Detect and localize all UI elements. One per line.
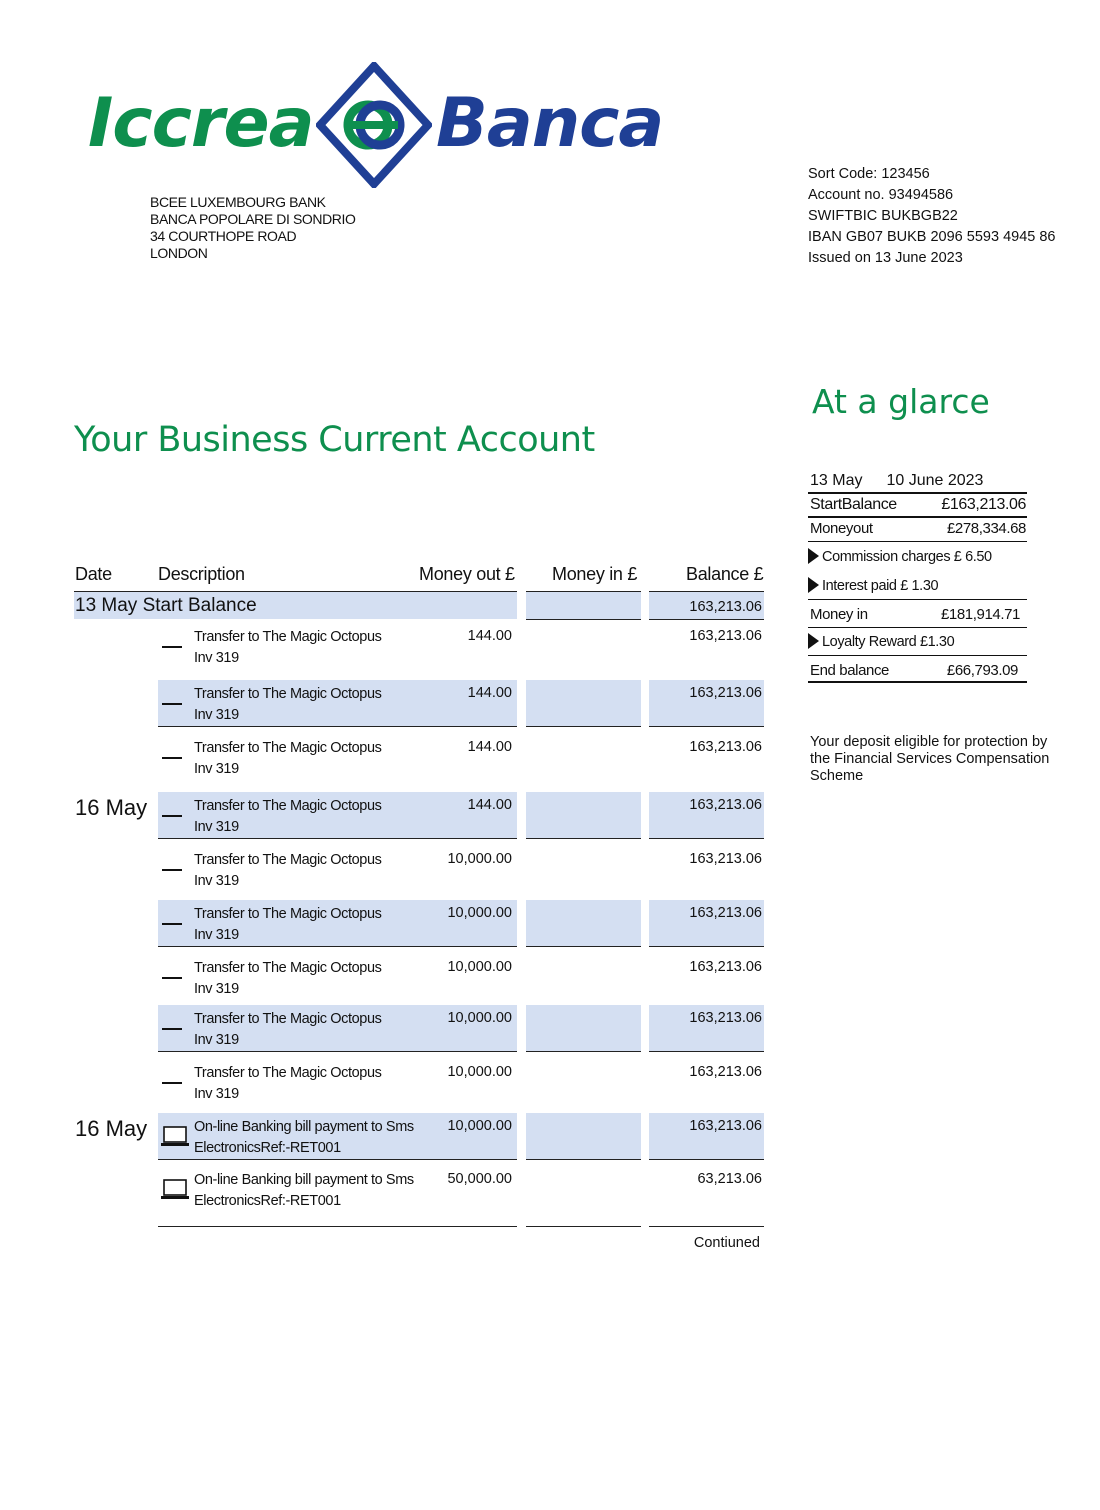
glance-divider <box>808 541 1027 542</box>
description-line: Inv 319 <box>194 1086 239 1102</box>
description-line: Inv 319 <box>194 873 239 889</box>
row-band <box>526 900 641 946</box>
glance-commission <box>808 548 992 565</box>
description-line: Inv 319 <box>194 707 239 723</box>
row-money-out: 10,000.00 <box>447 1118 512 1134</box>
row-rule <box>526 726 641 727</box>
row-balance: 163,213.06 <box>689 905 762 921</box>
row-balance: 163,213.06 <box>689 1010 762 1026</box>
row-rule <box>158 1051 517 1052</box>
row-band <box>526 1005 641 1051</box>
money-in-label: Money in <box>810 606 868 623</box>
iban: IBAN GB07 BUKB 2096 5593 4945 86 <box>808 229 1056 245</box>
logo-diamond-icon <box>316 62 432 188</box>
row-rule <box>649 1051 764 1052</box>
row-money-out: 10,000.00 <box>447 1010 512 1026</box>
dash-icon <box>162 1082 182 1084</box>
row-balance: 163,213.06 <box>689 685 762 701</box>
address-line: BANCA POPOLARE DI SONDRIO <box>150 211 356 227</box>
row-balance: 163,213.06 <box>689 1118 762 1134</box>
row-rule <box>74 591 517 592</box>
row-money-out: 144.00 <box>467 685 512 701</box>
glance-money-in <box>810 606 1026 623</box>
row-description <box>194 1009 381 1051</box>
glance-divider <box>808 599 1027 600</box>
dash-icon <box>162 869 182 871</box>
dash-icon <box>162 646 182 648</box>
address-line: BCEE LUXEMBOURG BANK <box>150 194 326 210</box>
col-header-money-out: Money out £ <box>419 564 515 584</box>
money-out-value: £278,334.68 <box>946 520 1026 537</box>
description-line: Inv 319 <box>194 650 239 666</box>
row-rule <box>526 838 641 839</box>
row-balance: 163,213.06 <box>689 959 762 975</box>
row-balance: 163,213.06 <box>689 1064 762 1080</box>
description-line: On-line Banking bill payment to Sms <box>194 1172 414 1188</box>
row-description <box>194 958 381 1000</box>
col-header-date: Date <box>75 564 112 584</box>
date-label: 16 May <box>75 1116 148 1141</box>
commission-text: Commission charges £ 6.50 <box>822 549 992 565</box>
description-line: Transfer to The Magic Octopus <box>194 852 382 868</box>
account-details <box>808 164 1055 269</box>
row-rule <box>526 946 641 947</box>
row-description <box>194 738 381 780</box>
description-line: ElectronicsRef:-RET001 <box>194 1140 341 1156</box>
row-money-out: 144.00 <box>467 797 512 813</box>
description-line: Transfer to The Magic Octopus <box>194 906 382 922</box>
start-balance-value: £163,213.06 <box>941 496 1026 513</box>
row-rule <box>158 946 517 947</box>
row-rule <box>526 1051 641 1052</box>
row-balance: 163,213.06 <box>689 739 762 755</box>
description-line: Inv 319 <box>194 981 239 997</box>
table-bottom-rule <box>526 1226 641 1227</box>
end-balance-value: £66,793.09 <box>946 662 1018 679</box>
col-header-description: Description <box>158 564 245 584</box>
dash-icon <box>162 1028 182 1030</box>
glance-divider <box>808 492 1027 494</box>
row-money-out: 10,000.00 <box>447 851 512 867</box>
dash-icon <box>162 703 182 705</box>
end-balance-label: End balance <box>810 662 890 679</box>
description-line: Transfer to The Magic Octopus <box>194 740 382 756</box>
period-start: 13 May <box>810 472 863 489</box>
money-in-value: £181,914.71 <box>940 606 1020 623</box>
row-rule <box>526 591 641 592</box>
row-money-out: 10,000.00 <box>447 959 512 975</box>
bank-logo <box>88 62 678 192</box>
row-balance: 163,213.06 <box>689 851 762 867</box>
glance-end-balance <box>810 662 1026 679</box>
row-rule <box>158 838 517 839</box>
row-description <box>194 1063 381 1105</box>
date-label: 16 May <box>75 795 148 820</box>
row-description <box>194 850 381 892</box>
row-description <box>194 1117 414 1159</box>
dash-icon <box>162 977 182 979</box>
row-rule <box>649 946 764 947</box>
row-money-out: 10,000.00 <box>447 905 512 921</box>
loyalty-text: Loyalty Reward £1.30 <box>822 634 955 650</box>
col-header-money-in: Money in £ <box>552 564 638 584</box>
row-description <box>194 684 381 726</box>
row-band <box>526 680 641 726</box>
glance-money-out <box>810 520 1026 537</box>
glance-divider <box>808 516 1027 518</box>
start-balance-value: 163,213.06 <box>689 599 762 615</box>
description-line: Inv 319 <box>194 819 239 835</box>
row-money-out: 144.00 <box>467 739 512 755</box>
table-bottom-rule <box>158 1226 517 1227</box>
table-bottom-rule <box>649 1226 764 1227</box>
dash-icon <box>162 923 182 925</box>
glance-loyalty <box>808 633 954 650</box>
row-rule <box>649 1159 764 1160</box>
start-band <box>526 592 641 619</box>
glance-title: At a glarce <box>812 382 990 421</box>
interest-text: Interest paid £ 1.30 <box>822 578 939 594</box>
row-band <box>526 792 641 838</box>
continued-note: Contiuned <box>693 1235 760 1251</box>
row-rule <box>526 1159 641 1160</box>
description-line: Transfer to The Magic Octopus <box>194 1065 382 1081</box>
laptop-icon <box>160 1126 190 1148</box>
start-balance-label: 13 May Start Balance <box>75 595 257 616</box>
row-balance: 163,213.06 <box>689 797 762 813</box>
issue-date: Issued on 13 June 2023 <box>808 250 963 266</box>
description-line: Inv 319 <box>194 927 239 943</box>
glance-divider <box>808 627 1027 628</box>
sort-code: Sort Code: 123456 <box>808 166 930 182</box>
row-rule <box>649 838 764 839</box>
laptop-icon <box>160 1179 190 1201</box>
row-rule <box>158 1159 517 1160</box>
description-line: Transfer to The Magic Octopus <box>194 960 382 976</box>
triangle-bullet-icon <box>808 577 819 593</box>
row-rule <box>649 726 764 727</box>
account-number: Account no. 93494586 <box>808 187 954 203</box>
row-band <box>526 1113 641 1159</box>
glance-divider <box>808 681 1027 683</box>
triangle-bullet-icon <box>808 548 819 564</box>
description-line: Inv 319 <box>194 1032 239 1048</box>
description-line: Inv 319 <box>194 761 239 777</box>
triangle-bullet-icon <box>808 633 819 649</box>
row-rule <box>649 591 764 592</box>
address-line: 34 COURTHOPE ROAD <box>150 228 297 244</box>
row-money-out: 50,000.00 <box>447 1171 512 1187</box>
row-description <box>194 1170 414 1212</box>
description-line: On-line Banking bill payment to Sms <box>194 1119 414 1135</box>
money-out-label: Moneyout <box>810 520 873 537</box>
glance-period <box>810 472 983 490</box>
swift-code: SWIFTBIC BUKBGB22 <box>808 208 958 224</box>
row-description <box>194 627 381 669</box>
description-line: Transfer to The Magic Octopus <box>194 1011 382 1027</box>
protection-note: Your deposit eligible for protection by the Financial Services Compensation Scheme <box>810 734 1050 784</box>
dash-icon <box>162 757 182 759</box>
description-line: Transfer to The Magic Octopus <box>194 686 382 702</box>
glance-start-balance <box>810 496 1026 514</box>
bank-address <box>150 194 356 262</box>
description-line: Transfer to The Magic Octopus <box>194 629 382 645</box>
logo-word-left: Iccrea <box>88 84 314 163</box>
col-header-balance: Balance £ <box>686 564 764 584</box>
description-line: Transfer to The Magic Octopus <box>194 798 382 814</box>
row-money-out: 10,000.00 <box>447 1064 512 1080</box>
row-balance: 63,213.06 <box>697 1171 762 1187</box>
period-end: 10 June 2023 <box>886 472 984 489</box>
glance-interest <box>808 577 938 594</box>
description-line: ElectronicsRef:-RET001 <box>194 1193 341 1209</box>
row-rule <box>526 619 641 620</box>
dash-icon <box>162 815 182 817</box>
address-line: LONDON <box>150 245 208 261</box>
page-title: Your Business Current Account <box>74 420 595 460</box>
start-balance-label: StartBalance <box>810 496 897 513</box>
row-description <box>194 796 381 838</box>
glance-divider <box>808 655 1027 656</box>
logo-word-right: Banca <box>436 84 664 163</box>
row-rule <box>649 619 764 620</box>
row-description <box>194 904 381 946</box>
row-money-out: 144.00 <box>467 628 512 644</box>
row-rule <box>158 726 517 727</box>
row-balance: 163,213.06 <box>689 628 762 644</box>
